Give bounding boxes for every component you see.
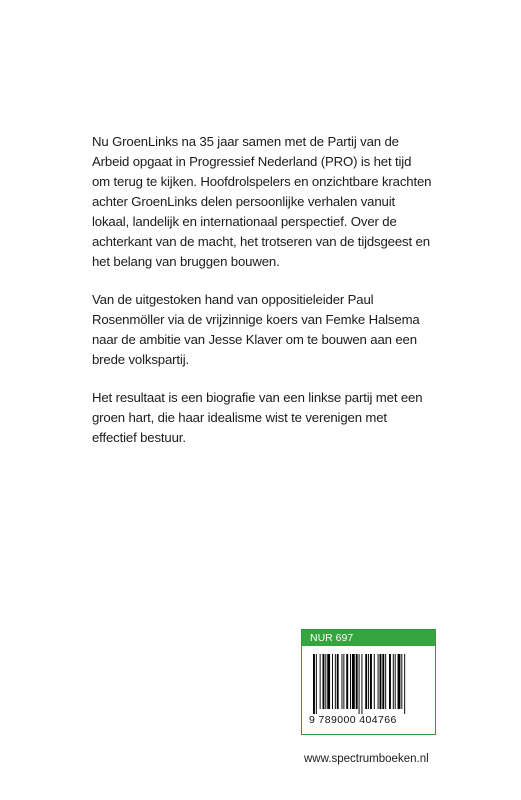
barcode-bar — [356, 654, 358, 709]
barcode-bar — [320, 654, 321, 709]
barcode-bar — [389, 654, 391, 709]
blurb-paragraph-1: Nu GroenLinks na 35 jaar samen met de Partij van de Arbeid opgaat in Progressief Nederland (PRO) is het tijd om terug te kijken. Hoofdrolspelers en onzichtbare krachten achter GroenLinks delen persoonlijke verhalen vanuit lokaal, landelijk en internationaal perspectief. Over de achterkant van de macht, het trotseren van de tijdsgeest en het belang van bruggen bouwen. — [92, 134, 432, 269]
blurb-text — [92, 132, 432, 466]
publisher-website: www.spectrumboeken.nl — [304, 753, 429, 765]
barcode-bar — [337, 654, 339, 709]
barcode-bar — [361, 654, 362, 714]
barcode-icon — [309, 652, 429, 714]
barcode-bar — [332, 654, 333, 709]
barcode-bar — [404, 654, 405, 714]
blurb-paragraph-3: Het resultaat is een biografie van een linkse partij met een groen hart, die haar idealisme wist te verenigen met effectief bestuur. — [92, 390, 423, 445]
barcode-bar — [382, 654, 384, 709]
barcode-bar — [325, 654, 326, 709]
barcode-bar — [352, 654, 355, 709]
blurb-paragraph-2: Van de uitgestoken hand van oppositieleider Paul Rosenmöller via de vrijzinnige koers van Femke Halsema naar de ambitie van Jesse Klaver om te bouwen aan een brede volkspartij. — [92, 292, 420, 367]
isbn-digits: 9 789000 404766 — [309, 714, 397, 726]
barcode-bar — [313, 654, 315, 714]
barcode-bar — [327, 654, 330, 709]
barcode-bar — [398, 654, 401, 709]
barcode-bar — [342, 654, 343, 709]
barcode-bar — [335, 654, 336, 709]
barcode-box — [301, 629, 436, 735]
barcode-bar — [380, 654, 382, 709]
barcode-bar — [343, 654, 344, 709]
barcode-bar — [393, 654, 394, 709]
barcode-bar — [323, 654, 325, 709]
barcode-bar — [346, 654, 348, 709]
barcode-bar — [385, 654, 386, 709]
barcode-bar — [370, 654, 372, 709]
barcode-bar — [378, 654, 379, 709]
barcode-bar — [368, 654, 369, 709]
barcode-bar — [374, 654, 375, 709]
nur-label: NUR 697 — [302, 630, 435, 646]
barcode-area — [309, 652, 429, 728]
barcode-bar — [359, 654, 360, 714]
barcode-bar — [401, 654, 402, 709]
barcode-bar — [365, 654, 367, 709]
barcode-bar — [350, 654, 351, 709]
barcode-bar — [395, 654, 396, 709]
barcode-bar — [316, 654, 317, 714]
